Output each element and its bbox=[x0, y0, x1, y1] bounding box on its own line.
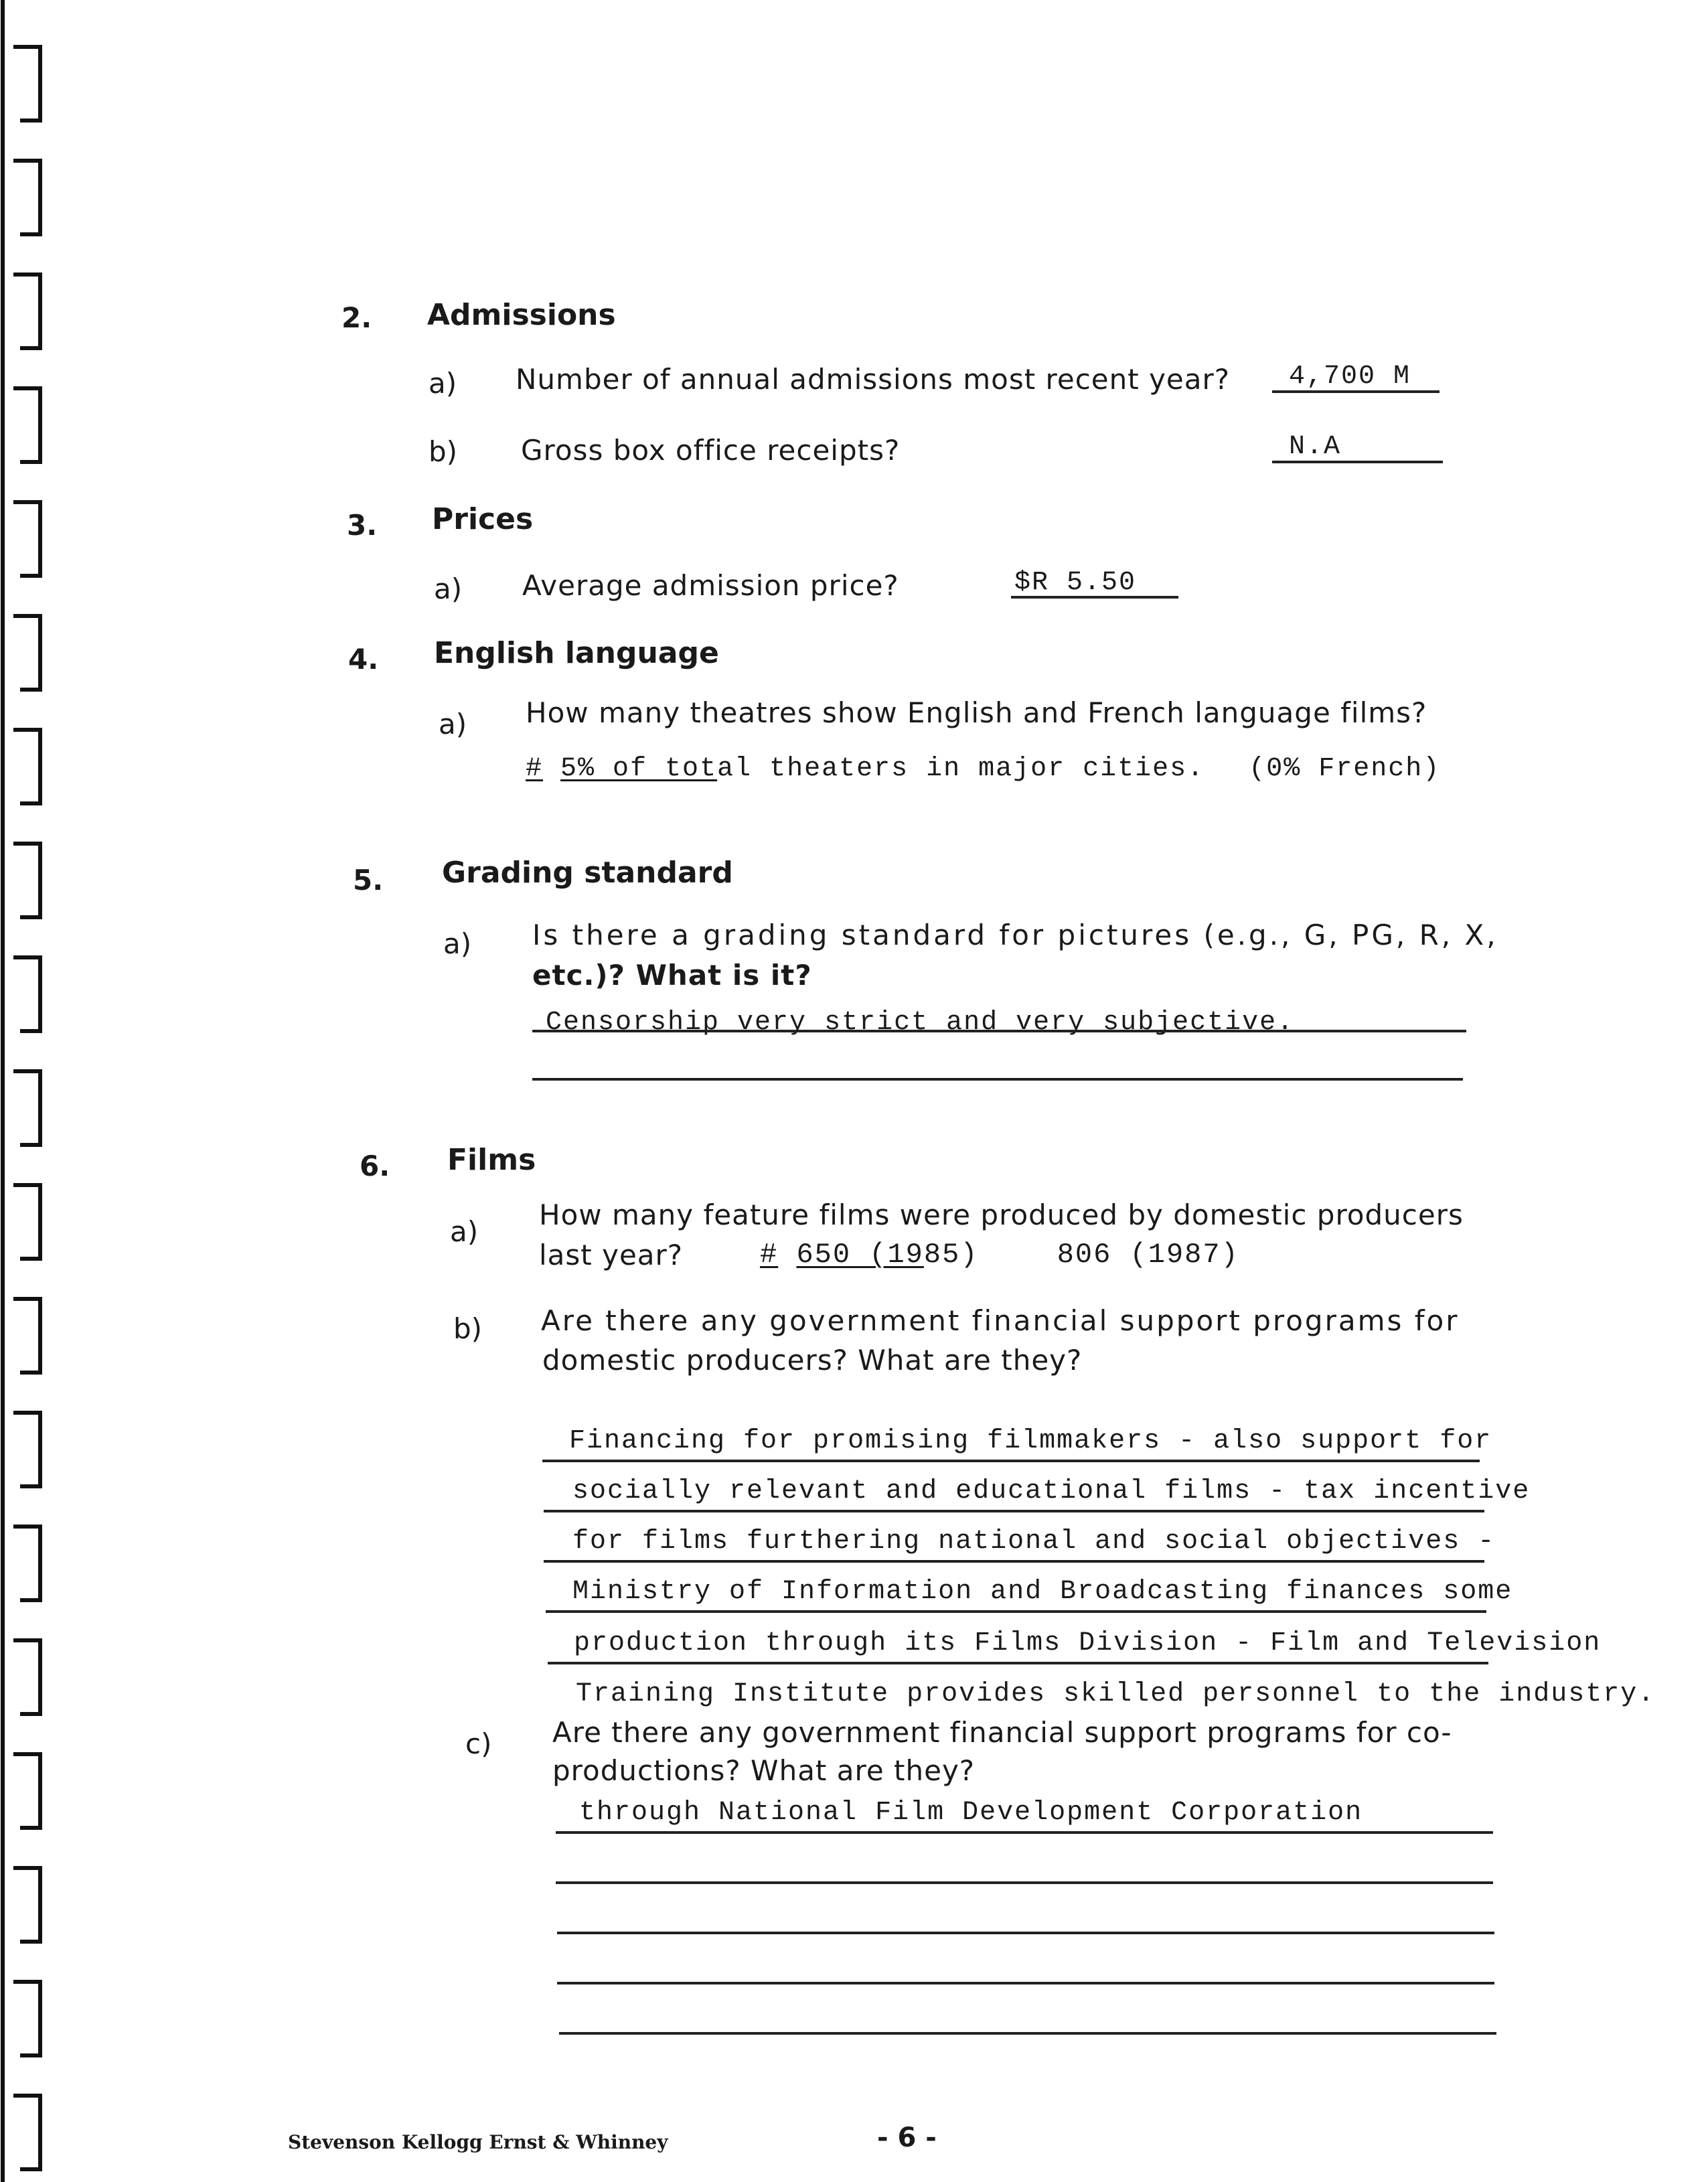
answer-underline bbox=[1272, 461, 1443, 463]
item-label: b) bbox=[453, 1312, 483, 1345]
binding-ring bbox=[13, 502, 40, 576]
answer-underlined-part: 5% of tot bbox=[560, 754, 718, 784]
answer-blank-line bbox=[559, 2032, 1496, 2035]
answer-domestic-support-line: for films furthering national and social objectives - bbox=[572, 1527, 1496, 1557]
answer-feature-films bbox=[760, 1239, 1239, 1271]
binding-ring bbox=[13, 1527, 40, 1600]
section-title-admissions: Admissions bbox=[427, 298, 616, 332]
binding-ring bbox=[13, 1982, 40, 2055]
spiral-binding bbox=[0, 0, 74, 2182]
answer-rest: al theaters in major cities. bbox=[717, 754, 1205, 784]
section-title-films: Films bbox=[447, 1143, 536, 1177]
answer-english-theatres bbox=[526, 754, 1440, 784]
answer-note: (0% French) bbox=[1249, 754, 1441, 784]
question-average-admission-price: Average admission price? bbox=[522, 569, 899, 602]
answer-annual-admissions: 4,700 M bbox=[1289, 362, 1411, 392]
binding-ring bbox=[13, 844, 40, 917]
section-title-english-language: English language bbox=[434, 636, 719, 670]
item-label: a) bbox=[439, 708, 467, 741]
answer-underline bbox=[556, 1831, 1493, 1834]
item-label: a) bbox=[450, 1215, 479, 1248]
binding-ring bbox=[13, 957, 40, 1031]
answer-blank-line bbox=[557, 1932, 1494, 1934]
binding-ring bbox=[13, 1640, 40, 1714]
answer-extra: 806 (1987) bbox=[1057, 1239, 1239, 1271]
footer-firm-name: Stevenson Kellogg Ernst & Whinney bbox=[288, 2131, 668, 2153]
section-title-grading-standard: Grading standard bbox=[442, 856, 733, 890]
item-label: a) bbox=[443, 927, 472, 960]
section-number: 5. bbox=[353, 864, 384, 897]
answer-domestic-support-line: production through its Films Division - Film and Television bbox=[574, 1628, 1602, 1658]
question-box-office-receipts: Gross box office receipts? bbox=[521, 434, 901, 467]
question-coproduction-support-line2: productions? What are they? bbox=[552, 1754, 976, 1787]
page-number: - 6 - bbox=[877, 2122, 937, 2153]
binding-ring bbox=[13, 275, 40, 348]
item-label: a) bbox=[434, 572, 463, 605]
answer-blank-line bbox=[532, 1078, 1463, 1081]
answer-underline bbox=[1011, 596, 1178, 599]
answer-coproduction-support: through National Film Development Corporation bbox=[579, 1798, 1363, 1828]
question-domestic-support-line1: Are there any government financial support programs for bbox=[541, 1304, 1460, 1337]
question-english-french-theatres: How many theatres show English and French language films? bbox=[526, 696, 1427, 729]
binding-ring bbox=[13, 47, 40, 121]
answer-underline bbox=[532, 1030, 1466, 1032]
answer-underline bbox=[546, 1610, 1486, 1613]
answer-underline bbox=[548, 1662, 1488, 1664]
section-number: 6. bbox=[360, 1150, 390, 1182]
answer-grading-standard: Censorship very strict and very subjective. bbox=[546, 1008, 1295, 1038]
binding-ring bbox=[13, 1754, 40, 1828]
answer-blank-line bbox=[556, 1881, 1493, 1884]
question-grading-line1: Is there a grading standard for pictures (e.g., G, PG, R, X, bbox=[532, 919, 1498, 951]
binding-ring bbox=[13, 730, 40, 803]
answer-mark: # bbox=[526, 754, 544, 784]
section-number: 4. bbox=[348, 643, 379, 676]
binding-ring bbox=[13, 388, 40, 462]
answer-underline bbox=[1272, 390, 1440, 393]
question-feature-films-line2: last year? bbox=[539, 1239, 684, 1271]
binding-ring bbox=[13, 1413, 40, 1486]
binding-ring bbox=[13, 1185, 40, 1259]
answer-underlined-part: 650 (19 bbox=[796, 1239, 924, 1271]
answer-blank-line bbox=[557, 1982, 1494, 1984]
binding-ring bbox=[13, 616, 40, 690]
binding-ring bbox=[13, 161, 40, 234]
binding-ring bbox=[13, 1071, 40, 1145]
answer-domestic-support-line: Training Institute provides skilled personnel to the industry. bbox=[576, 1679, 1656, 1709]
question-annual-admissions: Number of annual admissions most recent year? bbox=[516, 363, 1231, 396]
section-number: 3. bbox=[347, 509, 378, 542]
answer-rest: 85) bbox=[923, 1239, 979, 1271]
binding-ring bbox=[13, 1868, 40, 1942]
answer-box-office-receipts: N.A bbox=[1289, 432, 1342, 462]
question-feature-films-line1: How many feature films were produced by domestic producers bbox=[539, 1198, 1464, 1231]
answer-average-admission-price: $R 5.50 bbox=[1014, 568, 1137, 598]
section-title-prices: Prices bbox=[432, 502, 534, 536]
item-label: b) bbox=[429, 435, 458, 468]
answer-underline bbox=[544, 1560, 1484, 1563]
answer-underline bbox=[542, 1460, 1480, 1462]
question-domestic-support-line2: domestic producers? What are they? bbox=[542, 1344, 1083, 1377]
question-grading-line2: etc.)? What is it? bbox=[532, 959, 812, 992]
item-label: c) bbox=[465, 1727, 492, 1760]
item-label: a) bbox=[429, 367, 457, 400]
answer-domestic-support-line: socially relevant and educational films - tax incentive bbox=[572, 1476, 1531, 1506]
answer-underline bbox=[544, 1510, 1484, 1512]
question-coproduction-support-line1: Are there any government financial support programs for co- bbox=[552, 1716, 1452, 1749]
answer-mark: # bbox=[760, 1239, 779, 1271]
section-number: 2. bbox=[341, 301, 372, 334]
binding-ring bbox=[13, 1299, 40, 1373]
binding-ring bbox=[13, 2096, 40, 2169]
answer-domestic-support-line: Financing for promising filmmakers - also support for bbox=[569, 1426, 1492, 1456]
answer-domestic-support-line: Ministry of Information and Broadcasting finances some bbox=[572, 1577, 1513, 1607]
